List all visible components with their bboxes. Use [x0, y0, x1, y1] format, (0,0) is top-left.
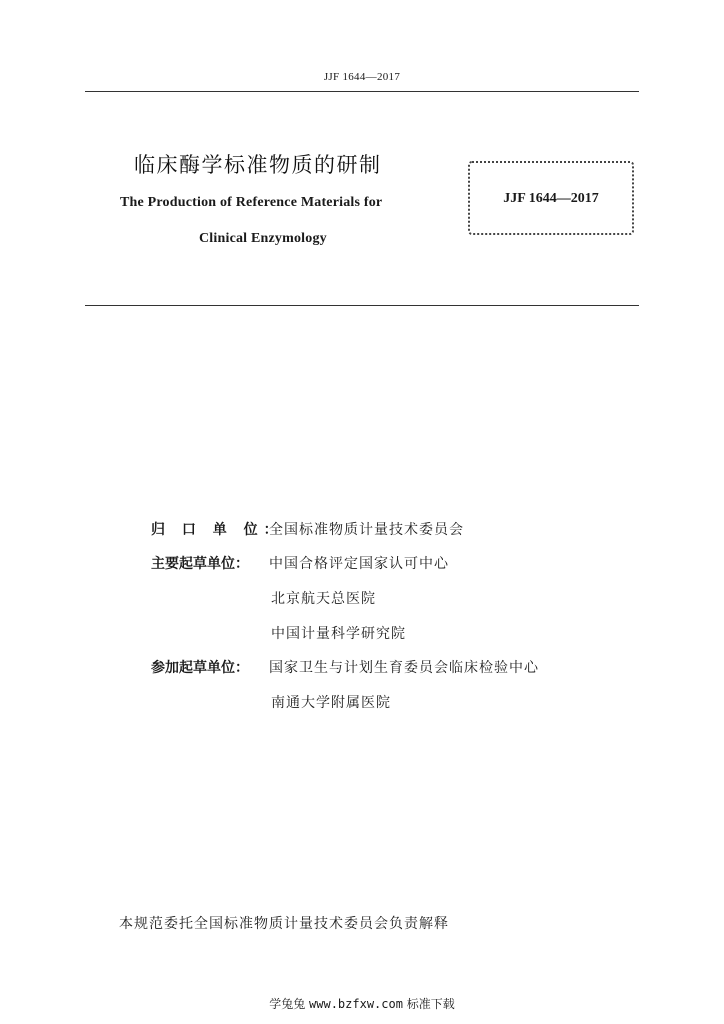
participating-drafting-row	[151, 659, 539, 677]
responsible-unit-row	[151, 521, 464, 539]
participating-drafting-label: 参加起草单位：	[151, 660, 249, 676]
watermark-suffix: 标准下载	[406, 997, 455, 1011]
main-drafting-label: 主要起草单位：	[151, 556, 249, 572]
responsible-unit-label: 归 口 单 位：	[151, 522, 284, 538]
participating-drafting-unit: 南通大学附属医院	[271, 695, 391, 711]
main-drafting-row	[151, 555, 449, 573]
title-english-line-1: The Production of Reference Materials for	[120, 195, 383, 210]
standard-code-box-label: JJF 1644—2017	[503, 191, 599, 206]
top-divider	[85, 91, 639, 92]
header-standard-code: JJF 1644—2017	[323, 71, 401, 83]
watermark	[0, 995, 724, 1012]
title-divider	[85, 305, 639, 306]
main-drafting-unit: 中国计量科学研究院	[271, 626, 406, 642]
standard-code-box	[468, 161, 634, 235]
title-english-line-2: Clinical Enzymology	[199, 231, 327, 246]
watermark-url[interactable]: www.bzfxw.com	[309, 997, 403, 1011]
responsible-unit-value: 全国标准物质计量技术委员会	[269, 522, 464, 538]
participating-drafting-unit: 国家卫生与计划生育委员会临床检验中心	[269, 660, 539, 676]
main-drafting-unit: 北京航天总医院	[271, 591, 376, 607]
watermark-site-name: 学兔兔	[269, 997, 306, 1011]
main-drafting-unit: 中国合格评定国家认可中心	[269, 556, 449, 572]
interpretation-note: 本规范委托全国标准物质计量技术委员会负责解释	[119, 916, 449, 932]
title-chinese: 临床酶学标准物质的研制	[134, 153, 382, 177]
